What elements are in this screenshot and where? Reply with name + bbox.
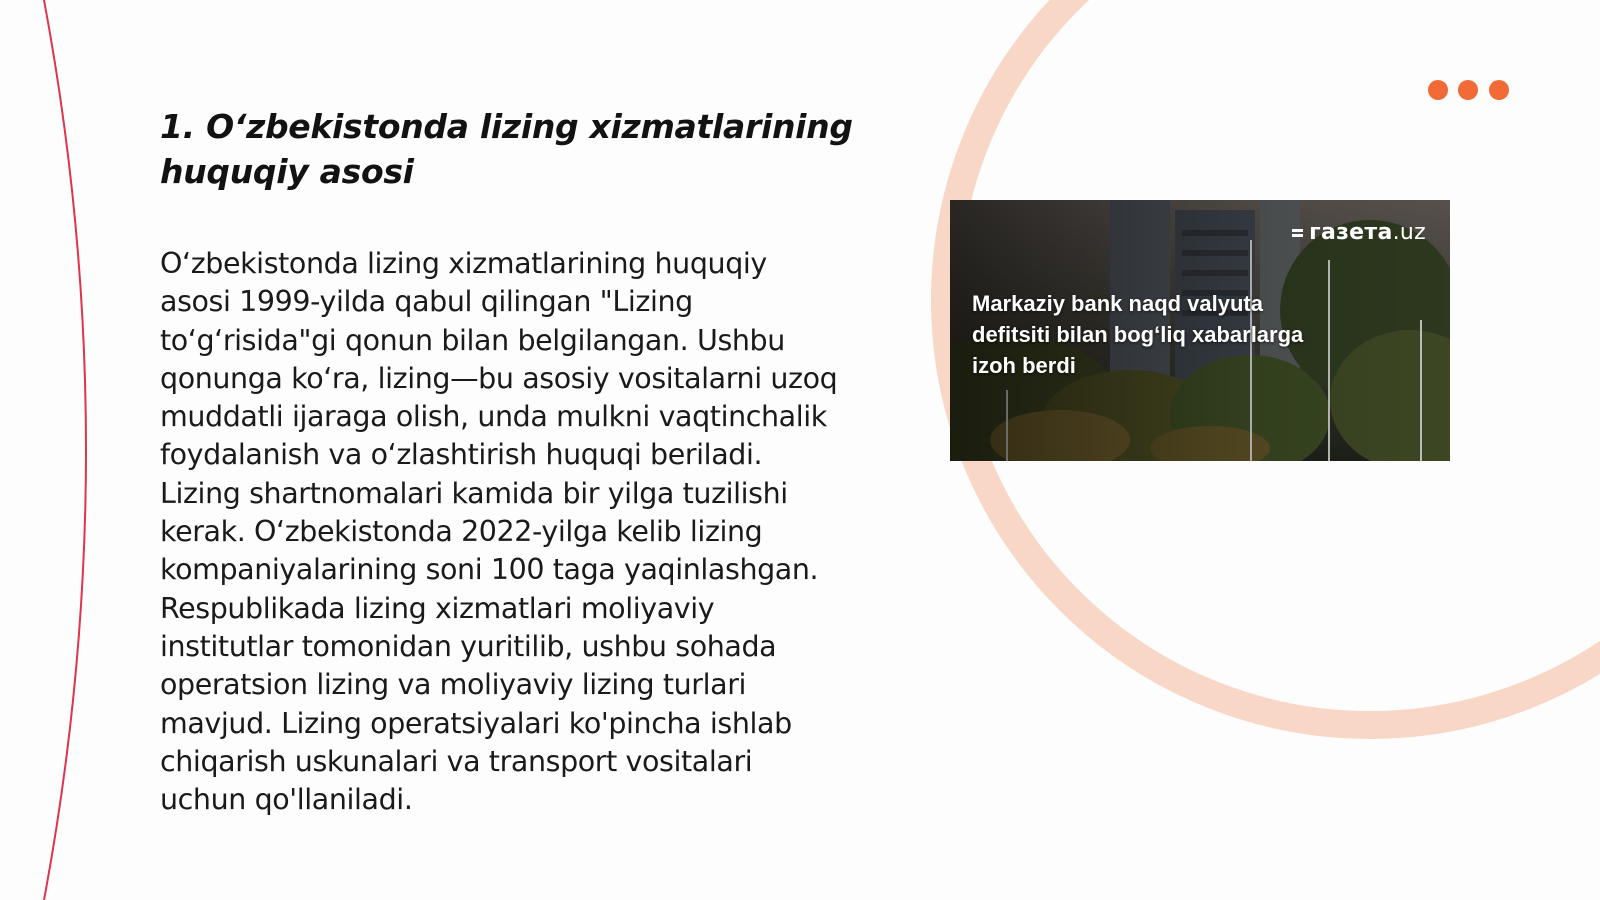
more-dots-icon bbox=[1428, 80, 1518, 100]
brand-name: газета bbox=[1309, 220, 1393, 245]
news-headline: Markaziy bank naqd valyuta defitsiti bilan bog‘liq xabarlarga izoh berdi bbox=[972, 291, 1304, 378]
left-arc-line bbox=[44, 0, 86, 900]
news-image-card bbox=[950, 200, 1450, 461]
dot bbox=[1458, 80, 1478, 100]
dot bbox=[1428, 80, 1448, 100]
slide-title: 1. O‘zbekistonda lizing xizmatlarining huquqiy asosi bbox=[160, 107, 853, 191]
dot bbox=[1489, 80, 1509, 100]
slide-body-text: O‘zbekistonda lizing xizmatlarining huquqiy asosi 1999-yilda qabul qilingan "Lizing to‘g‘risida"gi qonun bilan belgilangan. Ushbu qonunga ko‘ra, lizing—bu asosiy vositalarni uzoq muddatli ijaraga olish, unda mulkni vaqtinchalik foydalanish va o‘zlashtirish huquqi beriladi. Lizing shartnomalari kamida bir yilga tuzilishi kerak. O‘zbekistonda 2022-yilga kelib lizing kompaniyalarining soni 100 taga yaqinlashgan. Respublikada lizing xizmatlari moliyaviy institutlar tomonidan yuritilib, ushbu sohada operatsion lizing va moliyaviy lizing turlari mavjud. Lizing operatsiyalari ko'pincha ishlab chiqarish uskunalari va transport vositalari uchun qo'llaniladi. bbox=[160, 247, 838, 817]
gazeta-logo bbox=[1292, 220, 1426, 245]
gazeta-logo-icon bbox=[1292, 227, 1303, 239]
brand-domain: .uz bbox=[1392, 220, 1426, 245]
